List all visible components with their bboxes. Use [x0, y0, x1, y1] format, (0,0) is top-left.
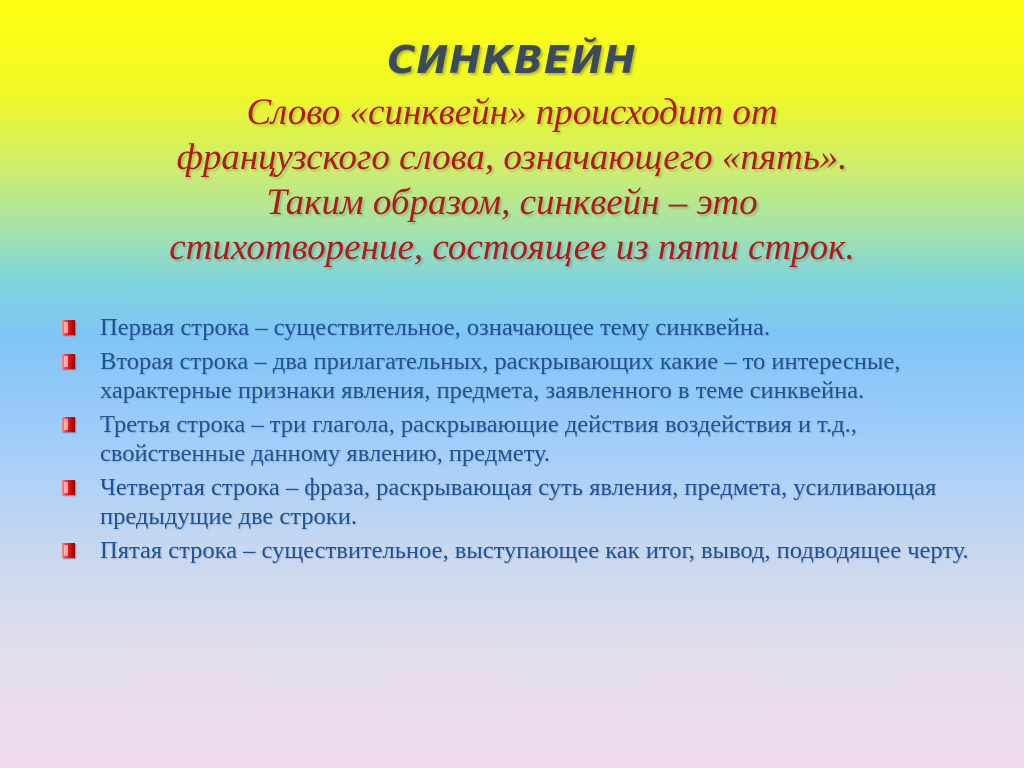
list-item-text: Первая строка – существительное, означающее тему синквейна. [100, 314, 770, 341]
list-item-text: Вторая строка – два прилагательных, раскрывающих какие – то интересные, характерные признаки явления, предмета, заявленного в теме синквейна. [100, 348, 901, 404]
intro-line: стихотворение, состоящее из пяти строк. [169, 227, 855, 268]
list-item-text: Пятая строка – существительное, выступающее как итог, вывод, подводящее черту. [100, 537, 969, 564]
list-item-text: Четвертая строка – фраза, раскрывающая суть явления, предмета, усиливающая предыдущие две строки. [100, 474, 937, 530]
red-square-bullet-icon [62, 543, 75, 558]
list-item [60, 536, 980, 565]
intro-line: французского слова, означающего «пять». [176, 137, 848, 178]
red-square-bullet-icon [62, 354, 75, 369]
list-item [60, 473, 980, 531]
list-item [60, 313, 980, 342]
red-square-bullet-icon [62, 480, 75, 495]
red-square-bullet-icon [62, 320, 75, 335]
list-item [60, 410, 980, 468]
list-item [60, 347, 980, 405]
red-square-bullet-icon [62, 417, 75, 432]
intro-line: Слово «синквейн» происходит от [246, 92, 778, 133]
bullet-list [60, 313, 980, 570]
intro-paragraph [40, 90, 984, 270]
intro-line: Таким образом, синквейн – это [266, 182, 758, 223]
list-item-text: Третья строка – три глагола, раскрывающие действия воздействия и т.д., свойственные данному явлению, предмету. [100, 411, 857, 467]
slide-title: СИНКВЕЙН [387, 38, 637, 82]
